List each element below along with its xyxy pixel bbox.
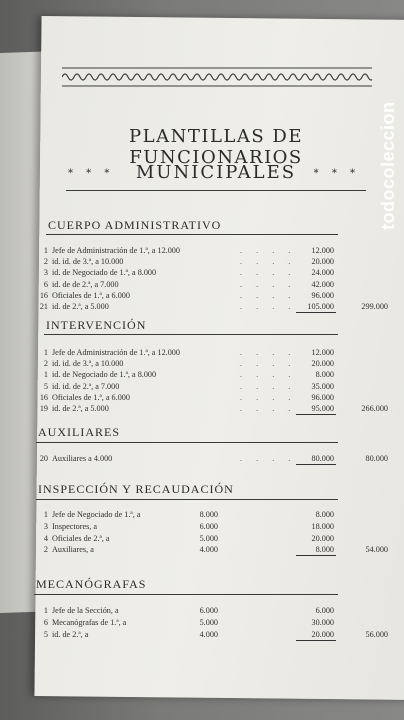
stars-right-icon: * * * bbox=[313, 168, 360, 179]
row-leader-dots: . . . . bbox=[240, 370, 297, 380]
section-title: CUERPO ADMINISTRATIVO bbox=[48, 218, 222, 232]
section-total: 299.000 bbox=[361, 302, 388, 311]
row-count: 2 bbox=[43, 545, 48, 555]
row-amount: 95.000 bbox=[311, 404, 334, 413]
row-amount: 96.000 bbox=[311, 290, 334, 300]
row-description: Oficiales de 1.ª, a 6.000 bbox=[52, 392, 130, 402]
section-rule bbox=[46, 234, 338, 235]
book-page bbox=[34, 16, 404, 700]
row-description: id. de 2.ª, a bbox=[52, 629, 89, 639]
row-description: id. de Negociado de 1.ª, a 8.000 bbox=[52, 268, 157, 278]
row-amount: 96.000 bbox=[311, 392, 334, 402]
row-leader-dots: . . . . bbox=[240, 381, 297, 391]
row-count: 1 bbox=[43, 370, 48, 380]
row-count: 5 bbox=[43, 629, 48, 639]
row-count: 16 bbox=[39, 392, 48, 402]
sum-underline bbox=[296, 555, 336, 556]
row-description: Oficiales de 2.ª, a bbox=[52, 533, 110, 543]
row-rate: 5.000 bbox=[199, 533, 218, 543]
row-count: 2 bbox=[43, 257, 48, 267]
row-amount: 20.000 bbox=[311, 359, 334, 369]
section-rule bbox=[36, 442, 338, 443]
row-description: id. de 2.ª, a 5.000 bbox=[52, 404, 109, 413]
sum-underline bbox=[296, 464, 336, 465]
sum-underline bbox=[296, 312, 336, 313]
row-count: 21 bbox=[39, 302, 48, 311]
row-leader-dots: . . . . bbox=[240, 279, 297, 289]
row-amount: 24.000 bbox=[311, 268, 334, 278]
row-count: 6 bbox=[43, 617, 48, 627]
row-amount: 30.000 bbox=[311, 617, 334, 627]
row-rate: 4.000 bbox=[199, 629, 218, 639]
row-leader-dots: . . . . bbox=[240, 290, 297, 300]
row-description: id. id. de 3.ª, a 10.000 bbox=[52, 257, 124, 267]
sum-underline bbox=[296, 640, 336, 641]
page-title-line1: PLANTILLAS DE FUNCIONARIOS bbox=[129, 126, 303, 168]
row-count: 1 bbox=[43, 348, 48, 357]
section-title: INTERVENCIÓN bbox=[46, 318, 147, 332]
row-count: 19 bbox=[39, 404, 48, 413]
row-count: 1 bbox=[43, 510, 48, 519]
row-count: 20 bbox=[39, 454, 48, 463]
row-description: id. de de 2.ª, a 7.000 bbox=[52, 279, 119, 289]
row-amount: 20.000 bbox=[311, 629, 334, 639]
row-amount: 18.000 bbox=[311, 521, 334, 531]
row-leader-dots: . . . . bbox=[240, 302, 297, 311]
row-amount: 12.000 bbox=[311, 246, 334, 255]
row-leader-dots: . . . . bbox=[240, 246, 297, 255]
page-title-line2-row bbox=[46, 162, 386, 188]
decorative-border bbox=[62, 64, 372, 90]
row-description: id. de 2.ª, a 5.000 bbox=[52, 302, 109, 311]
watermark-text: todocoleccion bbox=[378, 101, 398, 230]
row-count: 2 bbox=[43, 359, 48, 369]
section-total: 266.000 bbox=[361, 404, 388, 413]
watermark bbox=[378, 20, 400, 240]
row-amount: 80.000 bbox=[311, 454, 334, 463]
title-underline bbox=[66, 190, 366, 191]
row-description: Mecanógrafas de 1.ª, a bbox=[52, 617, 127, 627]
row-description: Jefe de la Sección, a bbox=[52, 606, 119, 615]
row-amount: 12.000 bbox=[311, 348, 334, 357]
row-rate: 5.000 bbox=[199, 617, 218, 627]
row-rate: 8.000 bbox=[199, 510, 218, 519]
row-amount: 20.000 bbox=[311, 257, 334, 267]
section-total: 80.000 bbox=[365, 454, 388, 463]
section-rule bbox=[44, 334, 338, 335]
row-leader-dots: . . . . bbox=[240, 359, 297, 369]
row-count: 1 bbox=[43, 246, 48, 255]
row-description: id. id. de 3.ª, a 10.000 bbox=[52, 359, 124, 369]
row-amount: 42.000 bbox=[311, 279, 334, 289]
row-amount: 20.000 bbox=[311, 533, 334, 543]
section-rule bbox=[34, 594, 338, 595]
stars-left-icon: * * * bbox=[68, 168, 115, 179]
row-description: Auxiliares a 4.000 bbox=[52, 454, 113, 463]
section-title: INSPECCIÓN Y RECAUDACIÓN bbox=[38, 482, 234, 496]
row-description: Jefe de Administración de 1.ª, a 12.000 bbox=[52, 246, 180, 255]
section-rule bbox=[36, 499, 338, 500]
row-description: id. id. de 2.ª, a 7.000 bbox=[52, 381, 120, 391]
row-amount: 35.000 bbox=[311, 381, 334, 391]
row-description: Oficiales de 1.ª, a 6.000 bbox=[52, 290, 130, 300]
row-count: 5 bbox=[43, 381, 48, 391]
row-description: Jefe de Negociado de 1.ª, a bbox=[52, 510, 141, 519]
page-title-line2: MUNICIPALES bbox=[135, 162, 297, 183]
row-count: 6 bbox=[43, 279, 48, 289]
row-count: 16 bbox=[39, 290, 48, 300]
sum-underline bbox=[296, 414, 336, 415]
row-leader-dots: . . . . bbox=[240, 392, 297, 402]
row-count: 3 bbox=[43, 521, 48, 531]
row-amount: 8.000 bbox=[315, 545, 334, 555]
row-count: 3 bbox=[43, 268, 48, 278]
row-amount: 6.000 bbox=[315, 606, 334, 615]
section-total: 56.000 bbox=[365, 629, 388, 639]
row-amount: 8.000 bbox=[315, 370, 334, 380]
row-count: 4 bbox=[43, 533, 48, 543]
row-amount: 105.000 bbox=[307, 302, 334, 311]
section-title: MECANÓGRAFAS bbox=[36, 577, 147, 591]
row-leader-dots: . . . . bbox=[240, 268, 297, 278]
row-leader-dots: . . . . bbox=[240, 257, 297, 267]
row-description: Auxiliares, a bbox=[52, 545, 94, 555]
row-leader-dots: . . . . bbox=[240, 348, 297, 357]
row-description: id. de Negociado de 1.ª, a 8.000 bbox=[52, 370, 157, 380]
row-description: Inspectores, a bbox=[52, 521, 98, 531]
section-title: AUXILIARES bbox=[38, 425, 120, 439]
row-rate: 4.000 bbox=[199, 545, 218, 555]
row-leader-dots: . . . . bbox=[240, 454, 297, 463]
section-total: 54.000 bbox=[365, 545, 388, 555]
row-amount: 8.000 bbox=[315, 510, 334, 519]
row-rate: 6.000 bbox=[199, 606, 218, 615]
row-count: 1 bbox=[43, 606, 48, 615]
row-description: Jefe de Administración de 1.ª, a 12.000 bbox=[52, 348, 180, 357]
row-leader-dots: . . . . bbox=[240, 404, 297, 413]
row-rate: 6.000 bbox=[199, 521, 218, 531]
